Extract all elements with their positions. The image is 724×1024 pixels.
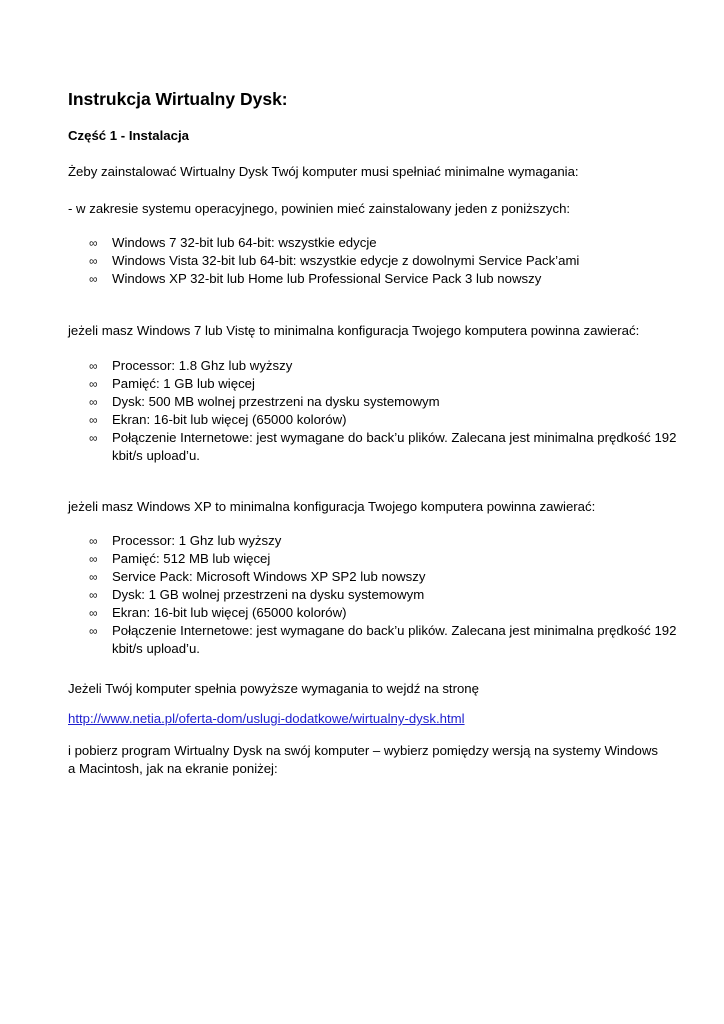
infinity-bullet-icon: ∞ [89, 431, 98, 445]
infinity-bullet-icon: ∞ [89, 254, 98, 268]
list-item: ∞ Windows Vista 32-bit lub 64-bit: wszystkie edycje z dowolnymi Service Pack’ami [89, 253, 580, 268]
win7-requirements-list [68, 357, 689, 465]
infinity-bullet-icon: ∞ [89, 236, 98, 250]
infinity-bullet-icon: ∞ [89, 377, 98, 391]
list-item: ∞ Pamięć: 1 GB lub więcej [89, 376, 255, 391]
netia-link[interactable]: http://www.netia.pl/oferta-dom/uslugi-dodatkowe/wirtualny-dysk.html [68, 711, 465, 726]
infinity-bullet-icon: ∞ [89, 534, 98, 548]
list-item: ∞ Dysk: 500 MB wolnej przestrzeni na dysku systemowym [89, 394, 440, 409]
infinity-bullet-icon: ∞ [89, 413, 98, 427]
download-paragraph: i pobierz program Wirtualny Dysk na swój komputer – wybierz pomiędzy wersją na systemy Windows a Macintosh, jak na ekranie poniżej: [68, 743, 658, 776]
infinity-bullet-icon: ∞ [89, 570, 98, 584]
document-title: Instrukcja Wirtualny Dysk: [68, 89, 288, 109]
list-item: ∞ Processor: 1 Ghz lub wyższy [89, 533, 282, 548]
win7-intro-paragraph: jeżeli masz Windows 7 lub Vistę to minimalna konfiguracja Twojego komputera powinna zawierać: [68, 323, 640, 338]
list-item: ∞ Ekran: 16-bit lub więcej (65000 kolorów) [89, 605, 347, 620]
list-item: ∞ Połączenie Internetowe: jest wymagane do back’u plików. Zalecana jest minimalna prędkość 192 kbit/s upload’u. [89, 623, 677, 656]
link-paragraph [68, 710, 668, 728]
xp-requirements-list [68, 532, 689, 658]
infinity-bullet-icon: ∞ [89, 588, 98, 602]
visit-paragraph: Jeżeli Twój komputer spełnia powyższe wymagania to wejdź na stronę [68, 681, 479, 696]
infinity-bullet-icon: ∞ [89, 359, 98, 373]
section-heading: Część 1 - Instalacja [68, 128, 189, 143]
list-item: ∞ Processor: 1.8 Ghz lub wyższy [89, 358, 293, 373]
infinity-bullet-icon: ∞ [89, 606, 98, 620]
os-list [68, 234, 689, 288]
intro-paragraph: Żeby zainstalować Wirtualny Dysk Twój komputer musi spełniać minimalne wymagania: [68, 164, 579, 179]
list-item: ∞ Windows XP 32-bit lub Home lub Professional Service Pack 3 lub nowszy [89, 271, 542, 286]
list-item: ∞ Pamięć: 512 MB lub więcej [89, 551, 271, 566]
infinity-bullet-icon: ∞ [89, 272, 98, 286]
infinity-bullet-icon: ∞ [89, 395, 98, 409]
xp-intro-paragraph: jeżeli masz Windows XP to minimalna konfiguracja Twojego komputera powinna zawierać: [68, 499, 596, 514]
list-item: ∞ Windows 7 32-bit lub 64-bit: wszystkie edycje [89, 235, 377, 250]
list-item: ∞ Dysk: 1 GB wolnej przestrzeni na dysku systemowym [89, 587, 425, 602]
list-item: ∞ Ekran: 16-bit lub więcej (65000 kolorów) [89, 412, 347, 427]
list-item: ∞ Service Pack: Microsoft Windows XP SP2 lub nowszy [89, 569, 426, 584]
list-item: ∞ Połączenie Internetowe: jest wymagane do back’u plików. Zalecana jest minimalna prędkość 192 kbit/s upload’u. [89, 430, 677, 463]
infinity-bullet-icon: ∞ [89, 624, 98, 638]
os-intro-paragraph: - w zakresie systemu operacyjnego, powinien mieć zainstalowany jeden z poniższych: [68, 201, 571, 216]
infinity-bullet-icon: ∞ [89, 552, 98, 566]
